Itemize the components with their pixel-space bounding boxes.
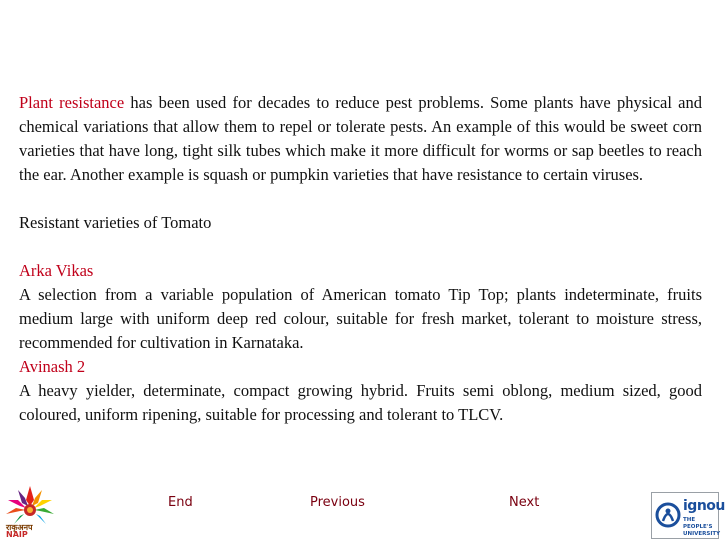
ignou-emblem-icon (655, 501, 681, 529)
previous-button[interactable]: Previous (310, 495, 365, 510)
end-button[interactable]: End (168, 495, 193, 510)
ignou-tagline (683, 517, 720, 538)
intro-text: has been used for decades to reduce pest problems. Some plants have physical and chemical variations that allow them to repel or tolerate pests. An example of this would be sweet corn varieties that have long, tight silk tubes which make it more difficult for worms or sap beetles to reach the ear. Another example is squash or pumpkin varieties that have resistance to certain viruses. (19, 93, 703, 184)
ignou-logo (651, 492, 725, 539)
next-button[interactable]: Next (509, 495, 540, 510)
variety-description-arka-vikas: A selection from a variable population of American tomato Tip Top; plants indeterminate, fruits medium large with uniform deep red colour, suitable for fresh market, tolerant to moisture stress, recommended for cultivation in Karnataka. (19, 285, 702, 352)
naip-logo (2, 484, 58, 538)
naip-name-label: NAIP (6, 530, 28, 539)
plant-resistance-term: Plant resistance (19, 93, 125, 112)
naip-script-label: राकृअनप (6, 523, 33, 532)
naip-caption (6, 524, 33, 538)
ignou-tagline-line2: UNIVERSITY (683, 531, 721, 537)
variety-description-avinash-2: A heavy yielder, determinate, compact growing hybrid. Fruits semi oblong, medium sized, good coloured, uniform ripening, suitable for processing and tolerant to TLCV. (19, 381, 702, 424)
slide-content (19, 91, 702, 427)
naip-emblem-icon (2, 484, 58, 528)
variety-name-arka-vikas: Arka Vikas (19, 261, 94, 280)
section-heading: Resistant varieties of Tomato (19, 213, 212, 232)
ignou-tagline-line1: THE PEOPLE'S (683, 517, 713, 530)
intro-paragraph (19, 91, 702, 187)
ignou-name: ignou (683, 498, 725, 514)
variety-name-avinash-2: Avinash 2 (19, 357, 86, 376)
